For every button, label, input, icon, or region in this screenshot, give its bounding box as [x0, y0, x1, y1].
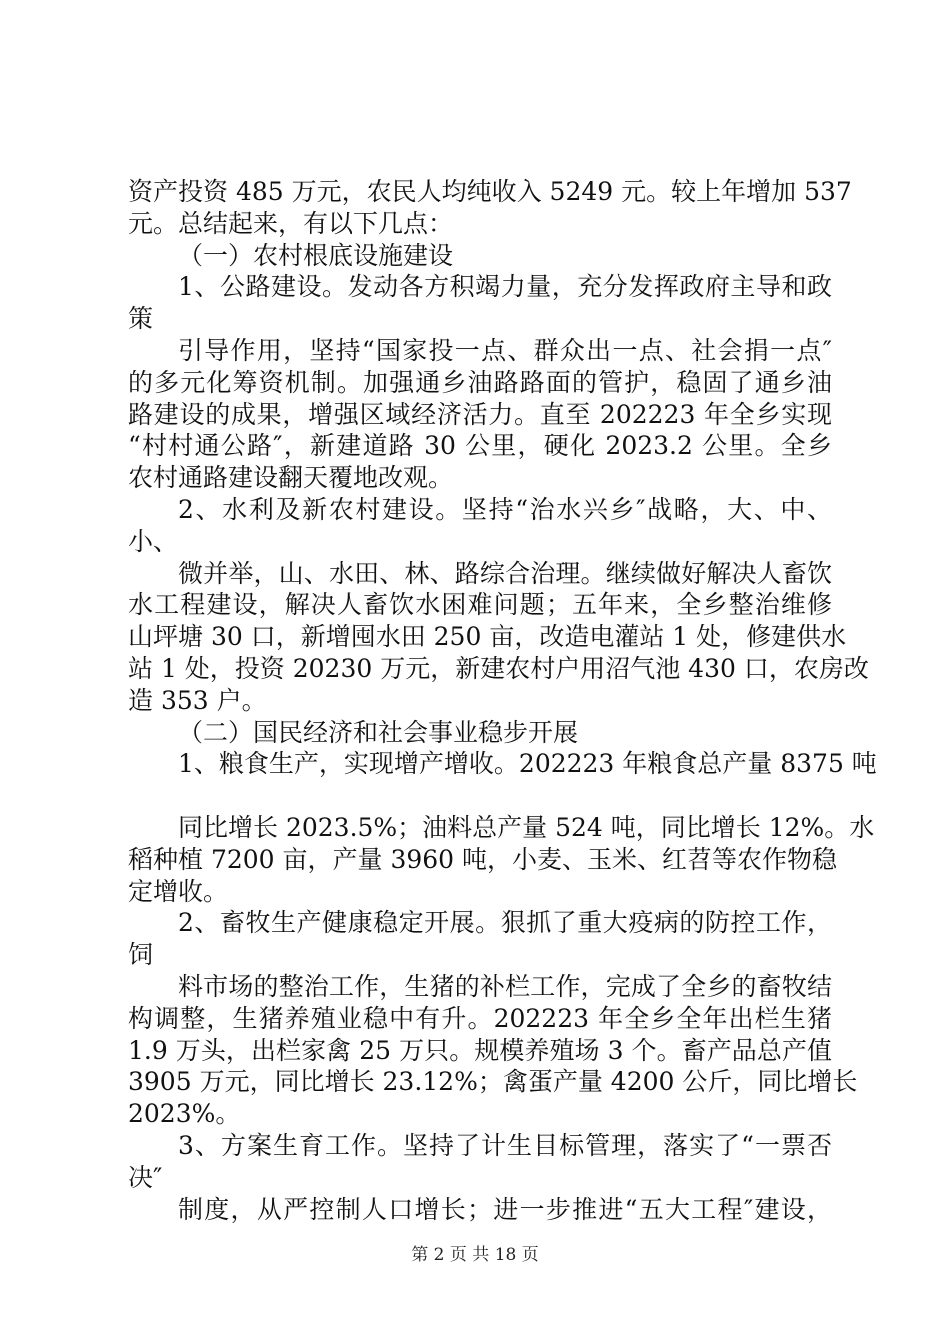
text-line: 定增收。 — [128, 876, 229, 906]
text-line: 小、 — [128, 526, 179, 556]
paragraph-start: 同比增长 2023.5%；油料总产量 524 吨，同比增长 12%。水 — [178, 812, 875, 842]
text-line: 3905 万元，同比增长 23.12%；禽蛋产量 4200 公斤，同比增长 — [128, 1067, 858, 1097]
text-line: 稻种植 7200 亩，产量 3960 吨，小麦、玉米、红苕等农作物稳 — [128, 844, 838, 874]
text-line: 的多元化筹资机制。加强通乡油路路面的管护，稳固了通乡油 — [128, 367, 832, 397]
paragraph-start: 2、水利及新农村建设。坚持“治水兴乡″战略，大、中、 — [178, 494, 832, 524]
blank-line — [128, 780, 832, 812]
text-line: 山坪塘 30 口，新增囤水田 250 亩，改造电灌站 1 处，修建供水 — [128, 622, 847, 652]
section-heading: （一）农村根底设施建设 — [178, 240, 454, 270]
paragraph-start: 料市场的整治工作，生猪的补栏工作，完成了全乡的畜牧结 — [178, 971, 832, 1001]
paragraph-start: 微并举，山、水田、林、路综合治理。继续做好解决人畜饮 — [178, 558, 832, 588]
text-line: 站 1 处，投资 20230 万元，新建农村户用沼气池 430 口，农房改 — [128, 653, 869, 683]
text-line: 1.9 万头，出栏家禽 25 万只。规模养殖场 3 个。畜产品总产值 — [128, 1035, 832, 1065]
text-line: 资产投资 485 万元，农民人均纯收入 5249 元。较上年增加 537 — [128, 177, 852, 206]
text-line: 2023%。 — [128, 1099, 241, 1129]
page-footer: 第 2 页 共 18 页 — [411, 1245, 539, 1265]
text-line: “村村通公路″，新建道路 30 公里，硬化 2023.2 公里。全乡 — [128, 431, 832, 461]
paragraph-start: 制度，从严控制人口增长；进一步推进“五大工程″建设， — [178, 1194, 832, 1224]
text-line: 农村通路建设翻天覆地改观。 — [128, 463, 454, 493]
text-line: 造 353 户。 — [128, 685, 267, 715]
text-line: 策 — [128, 304, 154, 334]
body-text — [128, 176, 877, 1225]
section-heading: （二）国民经济和社会事业稳步开展 — [178, 717, 579, 747]
text-line: 元。总结起来，有以下几点： — [128, 208, 454, 238]
paragraph-start: 1、粮食生产，实现增产增收。202223 年粮食总产量 8375 吨 — [178, 749, 877, 779]
text-line: 水工程建设，解决人畜饮水困难问题；五年来，全乡整治维修 — [128, 590, 832, 620]
text-line: 路建设的成果，增强区域经济活力。直至 202223 年全乡实现 — [128, 399, 832, 429]
paragraph-start: 1、公路建设。发动各方积竭力量，充分发挥政府主导和政 — [178, 272, 832, 302]
paragraph-start: 2、畜牧生产健康稳定开展。狠抓了重大疫病的防控工作， — [178, 908, 832, 938]
text-line: 构调整，生猪养殖业稳中有升。202223 年全乡全年出栏生猪 — [128, 1003, 832, 1033]
paragraph-start: 3、方案生育工作。坚持了计生目标管理，落实了“一票否 — [178, 1130, 832, 1160]
text-line: 饲 — [128, 940, 154, 970]
text-line: 决″ — [128, 1162, 163, 1192]
paragraph-start: 引导作用，坚持“国家投一点、群众出一点、社会捐一点″ — [178, 335, 832, 365]
